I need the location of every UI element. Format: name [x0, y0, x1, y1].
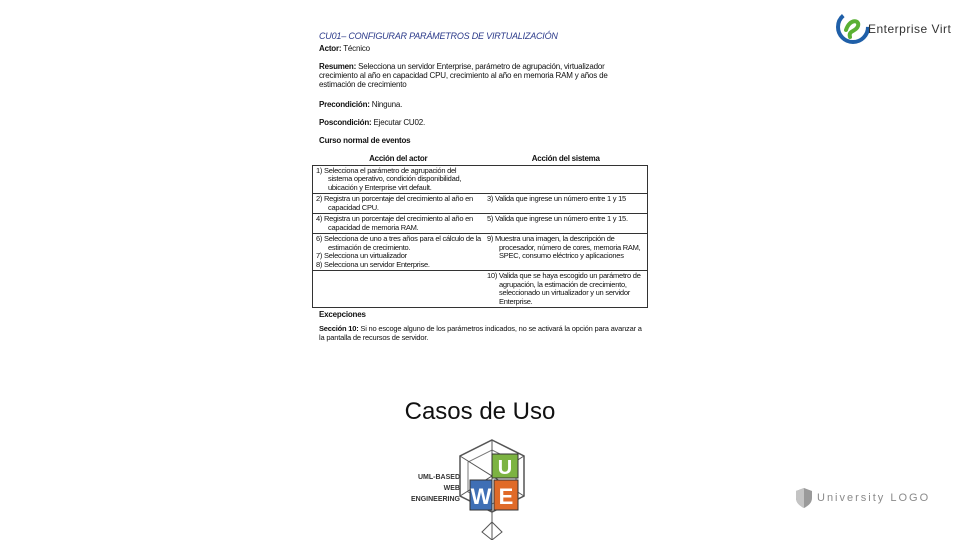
uwe-logo-text	[398, 472, 460, 505]
actor-cell	[313, 234, 485, 271]
system-cell	[484, 194, 648, 214]
summary-label: Resumen:	[319, 62, 357, 71]
actor-cell	[313, 194, 485, 214]
actor-step: 6) Selecciona de uno a tres años para el cálculo de la estimación de crecimiento.	[316, 234, 481, 252]
header-actor: Acción del actor	[313, 154, 485, 165]
actor-step: 4) Registra un porcentaje del crecimiento al año en capacidad de memoria RAM.	[316, 214, 473, 232]
uwe-letter-u: U	[497, 457, 513, 479]
system-cell	[484, 214, 648, 234]
exception-paragraph	[319, 324, 644, 342]
uwe-line-1: UML-BASED	[418, 474, 460, 481]
table-row	[313, 234, 648, 271]
use-case-title: CU01– CONFIGURAR PARÁMETROS DE VIRTUALIZACIÓN	[319, 31, 558, 41]
section-label: Sección 10:	[319, 324, 359, 333]
actor-cell	[313, 165, 485, 194]
system-cell	[484, 271, 648, 308]
system-step: 10) Valida que se haya escogido un parámetro de agrupación, la estimación de crecimiento, seleccionado un virtualizador y un servidor Enterprise.	[487, 271, 641, 306]
actor-step: 2) Registra un porcentaje del crecimiento al año en capacidad CPU.	[316, 194, 473, 212]
uwe-hexagon-icon	[456, 436, 546, 540]
uwe-letter-w: W	[470, 484, 492, 509]
system-step: 9) Muestra una imagen, la descripción de procesador, número de cores, memoria RAM, SPEC, consumo eléctrico y aplicaciones	[487, 234, 641, 260]
events-table	[312, 154, 648, 308]
table-row	[313, 214, 648, 234]
system-step: 5) Valida que ingrese un número entre 1 y 15.	[487, 214, 628, 223]
university-logo-text: University LOGO	[817, 492, 931, 504]
enterprise-virt-logo	[836, 10, 960, 48]
actor-step: 1) Selecciona el parámetro de agrupación del sistema operativo, condición disponibilidad, ubicación y Enterprise virt default.	[316, 165, 462, 192]
use-case-document	[307, 28, 654, 386]
uwe-letter-e: E	[498, 484, 514, 509]
uwe-line-2: WEB	[443, 485, 460, 492]
actor-line	[319, 44, 370, 53]
actor-cell	[313, 214, 485, 234]
events-heading: Curso normal de eventos	[319, 136, 411, 145]
precondition-value: Ninguna.	[371, 100, 403, 109]
actor-step: 7) Selecciona un virtualizador	[316, 251, 407, 260]
actor-value: Técnico	[343, 44, 370, 53]
summary-paragraph	[319, 62, 644, 89]
shield-icon	[795, 487, 813, 509]
section-text: Si no escoge alguno de los parámetros indicados, no se activará la opción para avanzar a la pantalla de recursos de servidor.	[319, 324, 642, 342]
uwe-logo	[398, 436, 548, 540]
postcondition-line	[319, 118, 425, 127]
header-system: Acción del sistema	[484, 154, 648, 165]
university-logo	[795, 487, 935, 511]
precondition-label: Precondición:	[319, 100, 370, 109]
system-cell	[484, 234, 648, 271]
slide-caption: Casos de Uso	[404, 398, 556, 425]
summary-text: Selecciona un servidor Enterprise, parámetro de agrupación, virtualizador crecimiento al año en capacidad CPU, crecimiento al año en memoria RAM y años de estimación de crecimiento	[319, 62, 608, 89]
system-cell	[484, 165, 648, 194]
actor-cell	[313, 271, 485, 308]
actor-label: Actor:	[319, 44, 342, 53]
swirl-logo-icon	[836, 10, 870, 44]
uwe-line-3: ENGINEERING	[410, 496, 460, 503]
postcondition-value: Ejecutar CU02.	[373, 118, 425, 127]
table-row	[313, 271, 648, 308]
exceptions-heading: Excepciones	[319, 310, 366, 319]
actor-step: 8) Selecciona un servidor Enterprise.	[316, 259, 430, 269]
events-table-body	[313, 165, 648, 308]
brand-name: Enterprise Virt	[868, 22, 952, 36]
table-row	[313, 194, 648, 214]
precondition-line	[319, 100, 402, 109]
system-step: 3) Valida que ingrese un número entre 1 y 15	[487, 194, 626, 203]
table-row	[313, 165, 648, 194]
postcondition-label: Poscondición:	[319, 118, 372, 127]
